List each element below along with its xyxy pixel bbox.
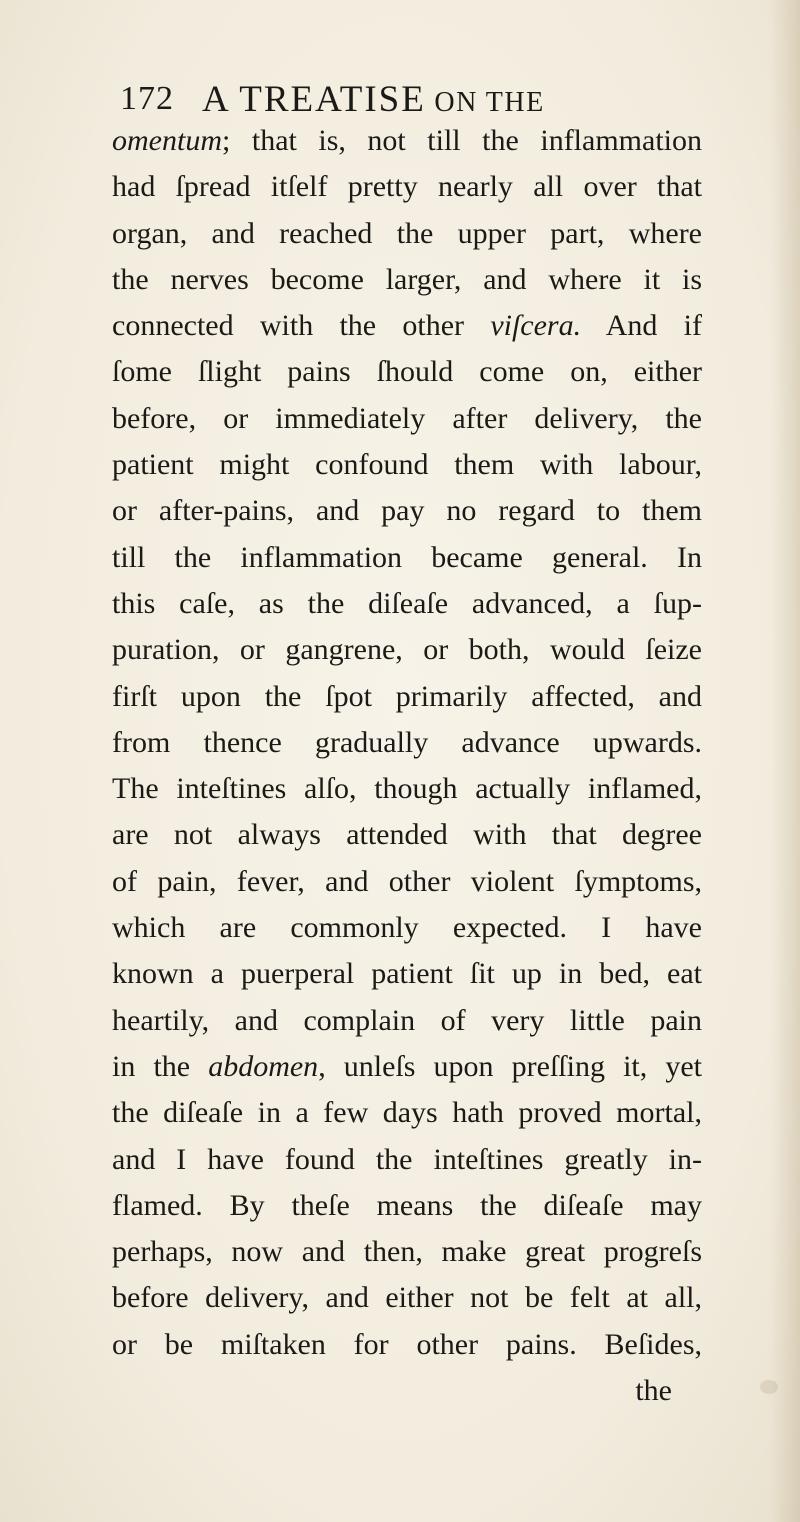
text-line: before delivery, and either not be felt at all, <box>112 1281 702 1315</box>
page-edge-shadow <box>770 0 800 1522</box>
text-line: from thence gradually advance upwards. <box>112 725 702 759</box>
text-line: firſt upon the ſpot primarily affected, and <box>112 679 702 713</box>
text-line: connected with the other viſcera. And if <box>112 309 702 343</box>
text-line: or be miſtaken for other pains. Beſides, <box>112 1327 702 1361</box>
text-line: The inteſtines alſo, though actually inflamed, <box>112 772 702 806</box>
text-line: organ, and reached the upper part, where <box>112 216 702 250</box>
body-text <box>112 118 702 1414</box>
text-line: or after-pains, and pay no regard to them <box>112 494 702 528</box>
text-line: the nerves become larger, and where it is <box>112 262 702 296</box>
italic-term: viſcera. <box>490 309 582 343</box>
text-line: and I have found the inteſtines greatly in- <box>112 1142 702 1176</box>
italic-term: omentum <box>112 124 222 157</box>
running-title-small: ON THE <box>425 87 545 118</box>
catchword: the <box>635 1374 672 1408</box>
text-line: flamed. By theſe means the diſeaſe may <box>112 1188 702 1222</box>
text-line: the diſeaſe in a few days hath proved mortal, <box>112 1096 702 1130</box>
text-line: had ſpread itſelf pretty nearly all over that <box>112 170 702 204</box>
text-line: known a puerperal patient ſit up in bed, eat <box>112 957 702 991</box>
text-line: are not always attended with that degree <box>112 818 702 852</box>
text-line: which are commonly expected. I have <box>112 911 702 945</box>
text-line: heartily, and complain of very little pain <box>112 1003 702 1037</box>
text-line: till the inflammation became general. In <box>112 540 702 574</box>
italic-term: abdomen <box>208 1049 319 1083</box>
text-line: ſome ſlight pains ſhould come on, either <box>112 355 702 389</box>
text-line: this caſe, as the diſeaſe advanced, a ſup- <box>112 586 702 620</box>
text-line: of pain, fever, and other violent ſymptoms, <box>112 864 702 898</box>
running-title-main: A TREATISE <box>202 79 426 120</box>
text-line: puration, or gangrene, or both, would ſeize <box>112 633 702 667</box>
text-line: in the abdomen, unleſs upon preſſing it, yet <box>112 1049 702 1083</box>
paper-foxing-spot <box>760 1380 778 1394</box>
text-line: before, or immediately after delivery, the <box>112 401 702 435</box>
text-line: patient might confound them with labour, <box>112 448 702 482</box>
page-number: 172 <box>120 80 174 117</box>
running-title <box>202 78 545 121</box>
text-line: omentum; that is, not till the inflammation <box>112 124 702 157</box>
text-line: perhaps, now and then, make great progreſs <box>112 1235 702 1269</box>
